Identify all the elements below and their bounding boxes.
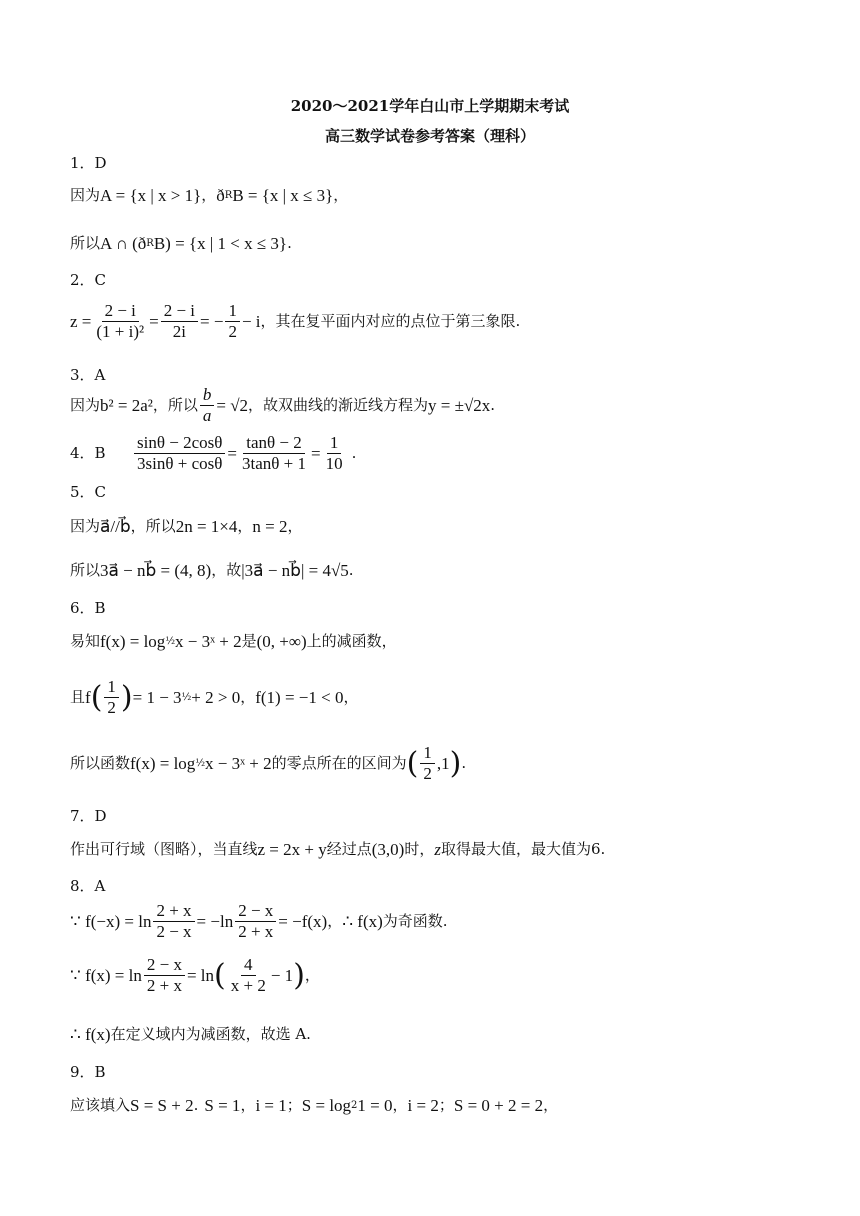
answer-5-line-1 [70, 517, 303, 537]
formula: ,1 [436, 754, 450, 774]
subscript: R [224, 190, 233, 202]
answer-8-line-3 [70, 1025, 311, 1045]
formula: ð [216, 186, 225, 205]
formula: − 1 [270, 966, 294, 986]
formula: = [227, 444, 237, 464]
formula: a⃗//b⃗ [100, 517, 131, 536]
fraction: $\frac{2 - x}{2 + x}$ [235, 902, 276, 942]
fraction: $\frac{4}{x + 2}$ [230, 955, 266, 995]
superscript: ½ [181, 692, 192, 704]
formula: A = {x | x > 1} [100, 186, 202, 205]
fraction: $\frac{1}{2}$ [420, 744, 435, 784]
left-paren: ( [90, 680, 103, 716]
formula: + 2 > 0 [191, 688, 241, 708]
answer-1-heading: 1．D [70, 154, 107, 172]
fraction: $\frac{2 - i}{2i}$ [161, 302, 198, 342]
text: 且 [70, 688, 86, 707]
subscript: R [146, 238, 154, 250]
left-paren: ( [406, 746, 419, 782]
formula: f(x) = log [100, 632, 166, 651]
text: 时， [404, 840, 435, 859]
formula: A ∩ (ð [100, 234, 147, 253]
text: ，所以 [152, 396, 198, 415]
formula: f [85, 688, 91, 708]
text: . [193, 1096, 199, 1115]
formula: S = S + 2 [130, 1096, 194, 1115]
formula: ∴ f(x) [70, 1025, 111, 1044]
formula: (0, +∞) [256, 632, 307, 651]
formula: b² = 2a² [100, 396, 153, 416]
text: ， [201, 186, 217, 205]
subscript: ½ [165, 636, 176, 648]
formula: − i [241, 312, 261, 332]
formula: n = 2 [252, 517, 288, 536]
fraction: $\frac{b}{a}$ [200, 386, 215, 426]
answer-6-line-1 [70, 632, 397, 652]
fraction: $\frac{\sin\theta - 2\cos\theta}{3\sin\theta + \cos\theta}$ [134, 434, 225, 474]
text: 易知 [70, 632, 101, 651]
answer-6-line-2 [70, 678, 358, 718]
text: ， [343, 688, 359, 707]
text: ， [240, 1096, 256, 1115]
text: . [490, 396, 496, 415]
text: 所以 [70, 234, 101, 253]
answer-3-heading: 3．A [70, 366, 106, 384]
text: 取得最大值，最大值为6. [440, 840, 606, 859]
text: 是 [241, 632, 257, 651]
formula: = −ln [196, 912, 234, 932]
formula: = √2 [216, 396, 249, 416]
formula: S = log [301, 1096, 352, 1115]
fraction: $\frac{2 - i}{\text{(1 + i)²}}$ [96, 301, 145, 341]
text: ，故 [211, 561, 242, 580]
fraction: $\frac{2 + x}{2 - x}$ [153, 902, 194, 942]
text: ， [287, 517, 303, 536]
fraction: $\frac{1}{2}$ [225, 302, 240, 342]
fraction: $\frac{2 - x}{2 + x}$ [144, 956, 185, 996]
text: 经过点 [326, 840, 372, 859]
text: ， [333, 186, 349, 205]
text: ， [240, 688, 256, 707]
answer-7-line-1 [70, 840, 605, 860]
answer-4-line [70, 434, 356, 474]
subscript: ½ [195, 758, 206, 770]
formula: (3,0) [371, 840, 405, 859]
formula: y = ±√2x [428, 396, 491, 416]
formula: i = 2 [407, 1096, 439, 1115]
answer-8-line-2 [70, 956, 320, 996]
answer-1-line-2 [70, 234, 292, 254]
formula: B) = {x | 1 < x ≤ 3} [153, 234, 288, 253]
answer-6-line-3 [70, 744, 466, 784]
text: . [351, 444, 357, 463]
answer-8-line-1 [70, 902, 448, 942]
answer-1-line-1 [70, 186, 348, 206]
text: 所以函数 [70, 754, 131, 773]
text: 所以 [70, 561, 101, 580]
answer-7-heading: 7．D [70, 807, 107, 825]
text: ，其在复平面内对应的点位于第三象限. [260, 312, 521, 331]
text: 为奇函数. [382, 912, 448, 931]
formula: i = 1 [255, 1096, 287, 1115]
text: ， [304, 966, 320, 985]
formula: f(x) = log [130, 754, 196, 774]
formula: |3a⃗ − nb⃗| = 4√5 [241, 561, 349, 580]
formula: 3a⃗ − nb⃗ = (4, 8) [100, 561, 212, 580]
formula: f(1) = −1 < 0 [255, 688, 344, 708]
formula: B = {x | x ≤ 3} [232, 186, 334, 205]
answer-8-heading: 8．A [70, 877, 106, 895]
formula: = −f(x) [278, 912, 328, 932]
formula: = [310, 444, 321, 464]
text: 因为 [70, 186, 101, 205]
formula: z = [70, 312, 92, 332]
answer-5-line-2 [70, 561, 354, 581]
text: ，故双曲线的渐近线方程为 [248, 396, 429, 415]
text: . [348, 561, 354, 580]
right-paren: ) [293, 958, 305, 994]
text: ； [438, 1096, 454, 1115]
answer-3-line-1 [70, 386, 495, 426]
formula: = ln [186, 966, 215, 986]
formula: = [149, 312, 159, 332]
text: 应该填入 [70, 1096, 131, 1115]
text: 的零点所在的区间为 [271, 754, 407, 773]
text: 因为 [70, 396, 101, 415]
answer-4-heading: 4．B [70, 444, 106, 463]
answer-5-heading: 5．C [70, 483, 107, 501]
formula: x − 3ˣ + 2 [175, 632, 242, 651]
answer-9-heading: 9．B [70, 1063, 106, 1081]
formula: ∴ f(x) [342, 912, 383, 932]
text: ， [237, 517, 253, 536]
page-subtitle: 高三数学试卷参考答案（理科） [324, 127, 535, 145]
subscript: 2 [351, 1100, 358, 1112]
fraction: $\frac{\tan\theta - 2}{3\tan\theta + 1}$ [241, 433, 306, 473]
formula: ∵ f(x) = ln [70, 966, 142, 986]
text: ， [392, 1096, 408, 1115]
formula: 2n = 1×4 [175, 517, 238, 536]
formula: S = 0 + 2 = 2 [453, 1096, 544, 1115]
formula: z [434, 840, 441, 859]
formula: ∵ f(−x) = ln [70, 912, 152, 932]
left-paren: ( [214, 958, 226, 994]
answer-9-line-1 [70, 1096, 558, 1116]
right-paren: ) [120, 680, 133, 716]
formula: 1 = 0 [357, 1096, 393, 1115]
text: . [287, 234, 292, 253]
text: 作出可行域（图略），当直线 [70, 840, 258, 859]
text: ， [327, 912, 343, 931]
text: ； [286, 1096, 302, 1115]
text: . [461, 754, 467, 773]
answer-6-heading: 6．B [70, 599, 106, 617]
fraction: $\frac{1}{2}$ [104, 678, 119, 718]
text: ， [543, 1096, 559, 1115]
text: 上的减函数， [306, 632, 397, 651]
formula: S = 1 [204, 1096, 241, 1115]
text: 因为 [70, 517, 101, 536]
right-paren: ) [449, 746, 462, 782]
formula: = − [200, 312, 224, 332]
text: 在定义域内为减函数，故选 A. [110, 1025, 311, 1044]
fraction: $\frac{1}{10}$ [325, 433, 343, 473]
formula: x − 3ˣ + 2 [205, 754, 272, 774]
text: ，所以 [130, 517, 176, 536]
formula: = 1 − 3 [132, 688, 182, 708]
answer-2-heading: 2．C [70, 271, 107, 289]
formula: z = 2x + y [257, 840, 327, 859]
answer-2-line-1 [70, 302, 520, 342]
page-title: 2020～2021学年白山市上学期期末考试 [290, 97, 570, 115]
